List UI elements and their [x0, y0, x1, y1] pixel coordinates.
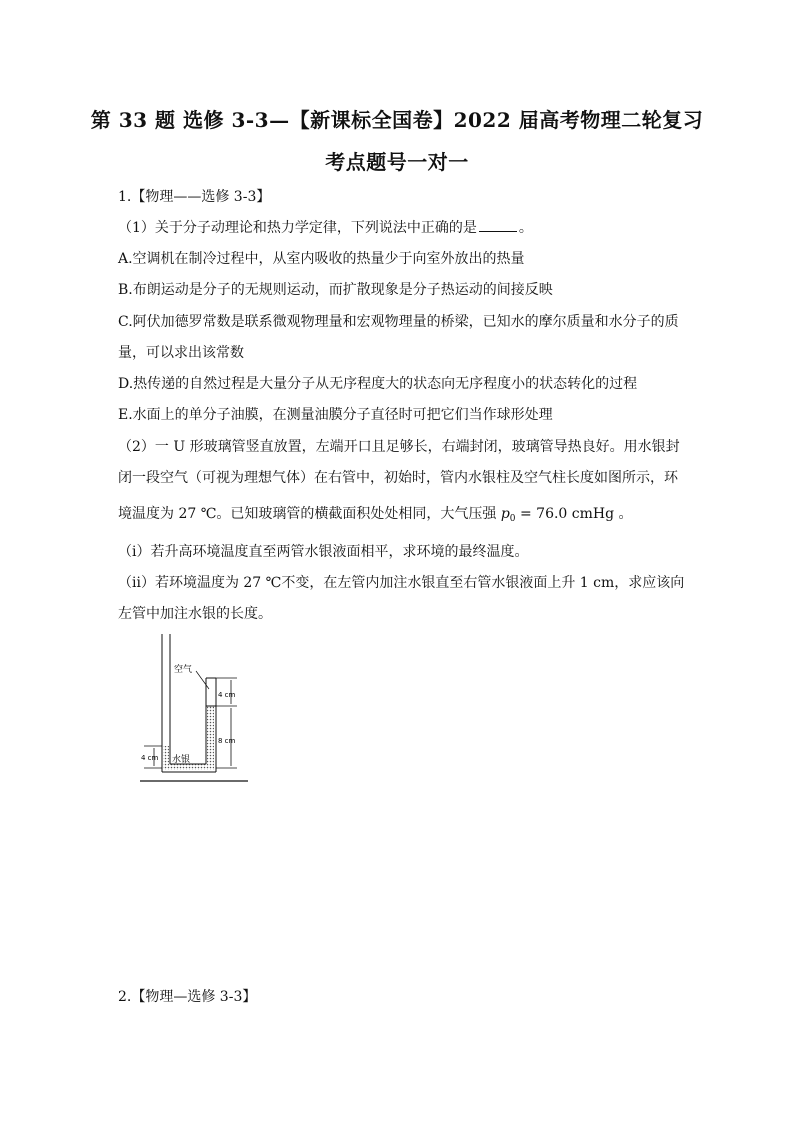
sub-question-ii-line2: 左管中加注水银的长度。	[118, 606, 272, 622]
option-b: B.布朗运动是分子的无规则运动，而扩散现象是分子热运动的间接反映	[118, 282, 553, 298]
option-a: A.空调机在制冷过程中，从室内吸收的热量少于向室外放出的热量	[118, 251, 525, 267]
u-tube-diagram	[140, 634, 260, 786]
pressure-symbol: p	[500, 506, 510, 522]
pressure-value: = 76.0 cmHg 。	[515, 506, 633, 522]
question-2-header: 2.【物理—选修 3-3】	[118, 989, 257, 1005]
sub-question-i: （ⅰ）若升高环境温度直至两管水银液面相平，求环境的最终温度。	[118, 544, 529, 560]
air-label: 空气	[174, 665, 193, 675]
air-length-label: 4 cm	[218, 691, 236, 699]
part-2-line2: 闭一段空气（可视为理想气体）在右管中，初始时，管内水银柱及空气柱长度如图所示，环	[118, 470, 678, 486]
pressure-subscript: 0	[509, 514, 516, 524]
part-1-stem: （1）关于分子动理论和热力学定律，下列说法中正确的是	[118, 220, 477, 236]
page-title-line1: 第 33 题 选修 3-3—【新课标全国卷】2022 届高考物理二轮复习	[90, 108, 704, 132]
answer-blank	[479, 219, 517, 232]
mercury-label: 水银	[172, 755, 191, 765]
option-e: E.水面上的单分子油膜，在测量油膜分子直径时可把它们当作球形处理	[118, 407, 553, 423]
sub-question-ii-line1: （ⅱ）若环境温度为 27 ℃不变，在左管内加注水银直至右管水银液面上升 1 cm，求应该向	[118, 575, 685, 591]
option-d: D.热传递的自然过程是大量分子从无序程度大的状态向无序程度小的状态转化的过程	[118, 376, 638, 392]
option-c-line2: 量，可以求出该常数	[118, 345, 244, 361]
air-label-leader	[196, 671, 209, 689]
mercury-left-length-label: 4 cm	[141, 754, 159, 762]
question-1-header: 1.【物理——选修 3-3】	[118, 189, 271, 205]
part-2-line3	[118, 503, 633, 524]
part-2-line1: （2）一 U 形玻璃管竖直放置，左端开口且足够长，右端封闭，玻璃管导热良好。用水银封	[118, 439, 680, 455]
part-2-line3-text: 境温度为 27 ℃。已知玻璃管的横截面积处处相同，大气压强	[118, 506, 497, 522]
page-title-line2: 考点题号一对一	[325, 150, 469, 174]
mercury-right-length-label: 8 cm	[218, 737, 236, 745]
part-1-end: 。	[518, 220, 533, 236]
question-1-part-1	[118, 217, 533, 237]
option-c-line1: C.阿伏加德罗常数是联系微观物理量和宏观物理量的桥梁，已知水的摩尔质量和水分子的质	[118, 314, 679, 330]
